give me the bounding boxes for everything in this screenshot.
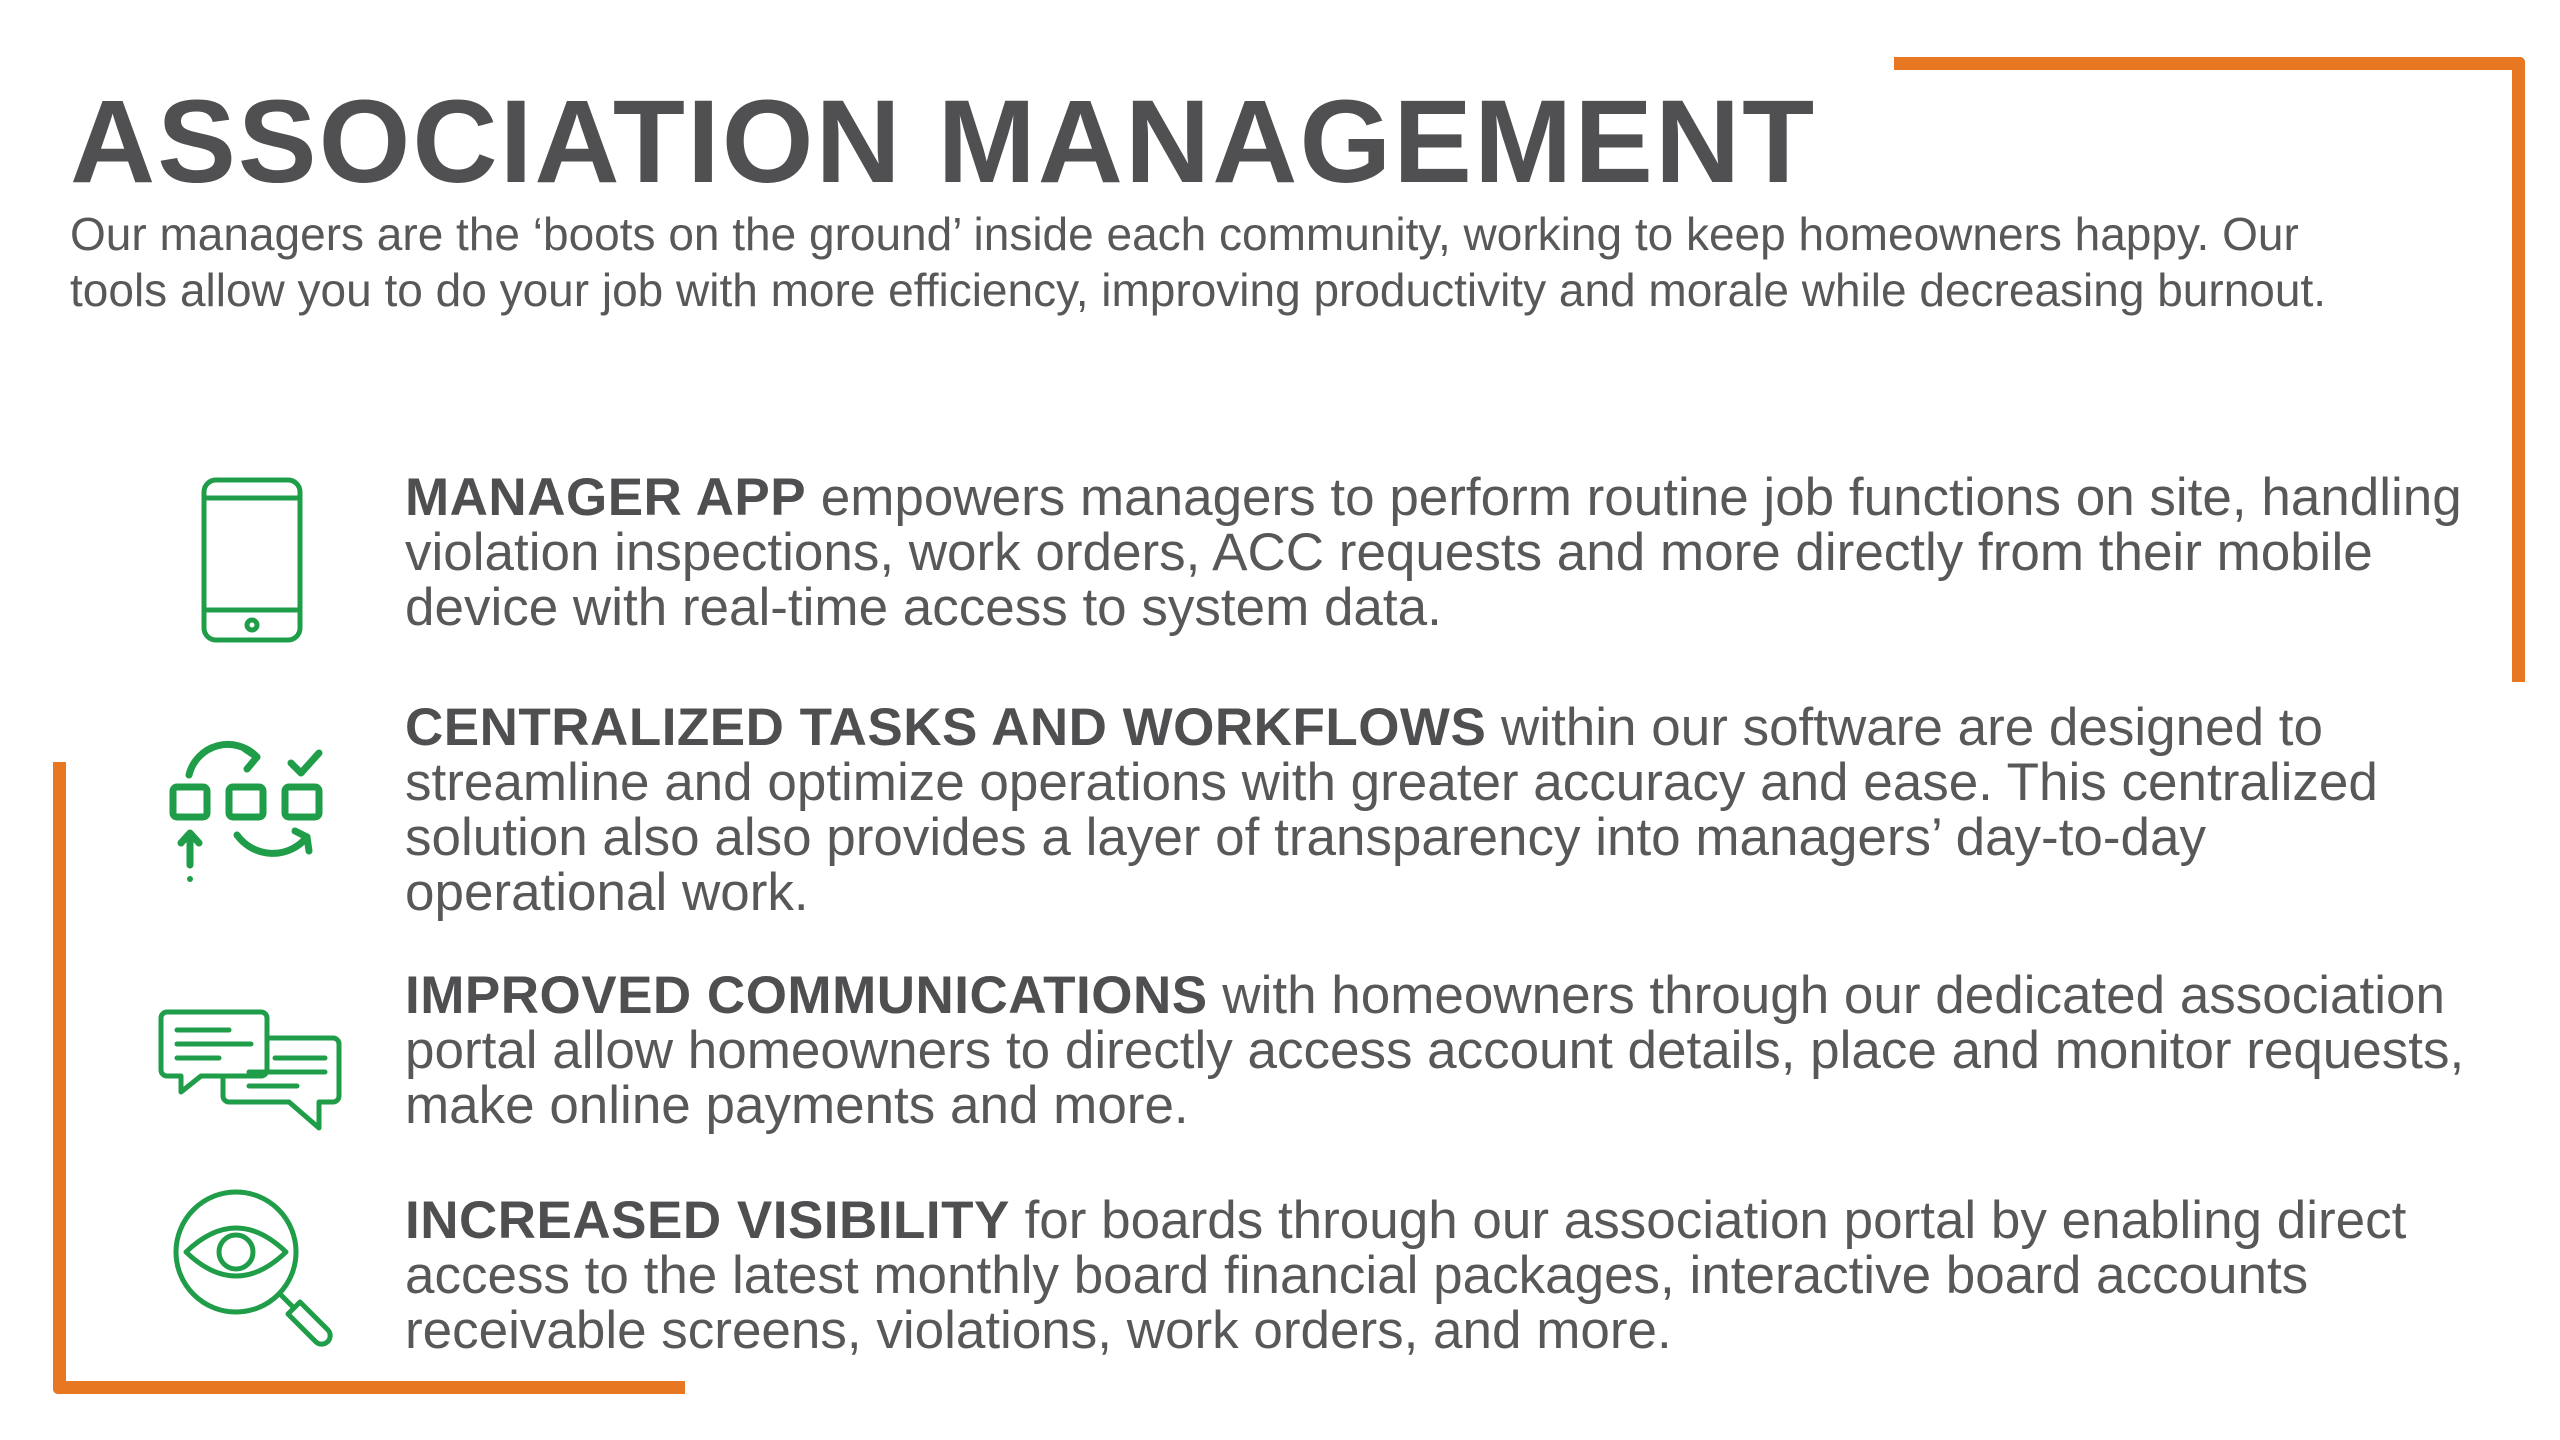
feature-lead: INCREASED VISIBILITY [405, 1191, 1010, 1250]
workflow-icon [167, 735, 327, 885]
feature-improved-communications [405, 968, 2465, 1133]
intro-paragraph: Our managers are the ‘boots on the ground’ inside each community, working to keep homeowners happy. Our tools allow you to do your job with more efficiency, improving productivity and morale while decreasing burnout. [70, 208, 2326, 316]
feature-lead: IMPROVED COMMUNICATIONS [405, 966, 1208, 1025]
feature-centralized-tasks-text [405, 700, 2465, 920]
feature-increased-visibility [405, 1193, 2465, 1358]
feature-description: for boards through our association portal by enabling direct access to the latest monthly board financial packages, interactive board accounts receivable screens, violations, work orders, and more. [405, 1191, 2407, 1360]
feature-manager-app [405, 470, 2465, 635]
feature-description: within our software are designed to streamline and optimize operations with greater accuracy and ease. This centralized solution also also provides a layer of transparency into managers’ day-to-day operational work. [405, 698, 2378, 922]
feature-manager-app-text [405, 470, 2465, 635]
feature-description: empowers managers to perform routine job functions on site, handling violation inspections, work orders, ACC requests and more directly from their mobile device with real-time access to system data. [405, 468, 2462, 637]
feature-lead: MANAGER APP [405, 468, 807, 527]
feature-increased-visibility-text [405, 1193, 2465, 1358]
eye-magnifier-icon [170, 1186, 334, 1350]
chat-bubbles-icon [157, 1008, 343, 1138]
smartphone-icon [200, 476, 304, 644]
feature-centralized-tasks [405, 700, 2465, 920]
feature-improved-communications-text [405, 968, 2465, 1133]
feature-description: with homeowners through our dedicated association portal allow homeowners to directly access account details, place and monitor requests, make online payments and more. [405, 966, 2465, 1135]
page-title: ASSOCIATION MANAGEMENT [70, 76, 1817, 208]
feature-lead: CENTRALIZED TASKS AND WORKFLOWS [405, 698, 1487, 757]
